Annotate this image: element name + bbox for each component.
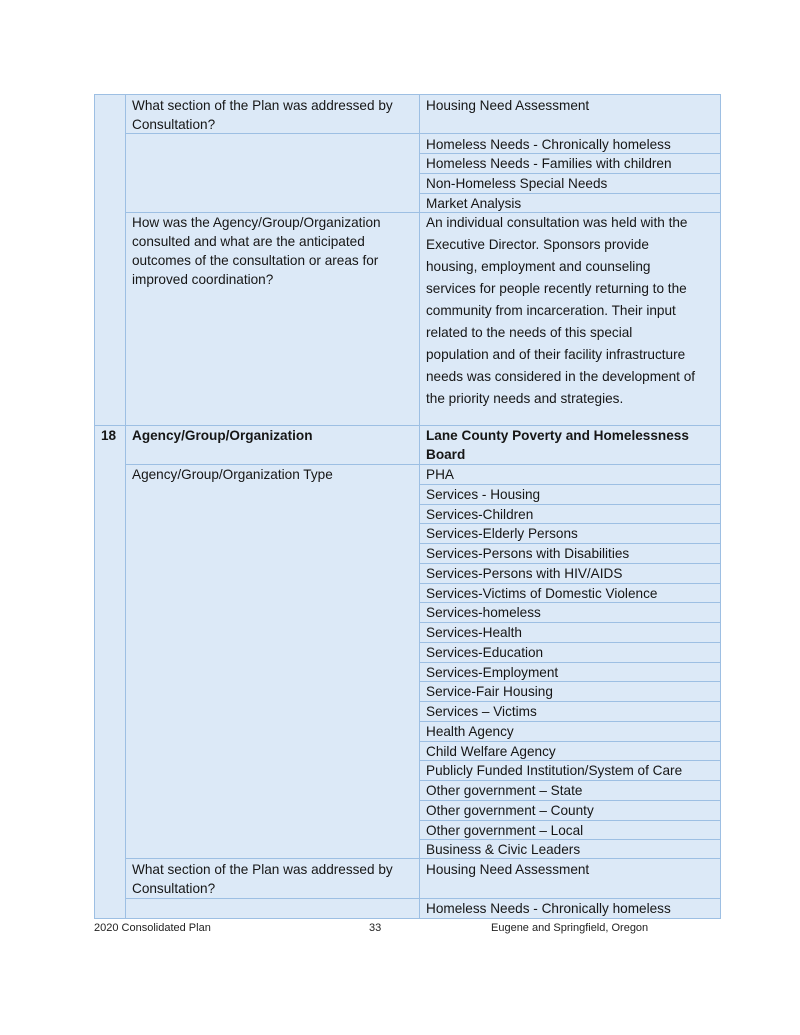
consultation-line: the priority needs and strategies. <box>426 391 624 406</box>
section-value: Homeless Needs - Families with children <box>426 156 672 171</box>
section-value: Homeless Needs - Chronically homeless <box>426 137 671 152</box>
type-value: Publicly Funded Institution/System of Care <box>426 763 683 778</box>
footer-page-number: 33 <box>369 922 382 934</box>
type-value: Services-Health <box>426 625 522 640</box>
number-cell <box>94 94 126 426</box>
consultation-line: related to the needs of this special <box>426 325 633 340</box>
consultation-line: services for people recently returning to the <box>426 281 687 296</box>
agency-label: Agency/Group/Organization <box>132 428 313 443</box>
type-value: Services-Persons with HIV/AIDS <box>426 566 623 581</box>
section-value: Market Analysis <box>426 196 522 211</box>
footer-document-title: 2020 Consolidated Plan <box>94 922 211 934</box>
type-value: Business & Civic Leaders <box>426 842 581 857</box>
type-value: Services-Elderly Persons <box>426 526 578 541</box>
type-value: Services – Victims <box>426 704 537 719</box>
footer-jurisdiction: Eugene and Springfield, Oregon <box>491 922 649 934</box>
type-value-cell <box>419 464 721 485</box>
type-label-cell <box>125 464 420 859</box>
empty-label-cell <box>125 898 420 919</box>
type-value: Services - Housing <box>426 487 541 502</box>
type-value: Services-homeless <box>426 605 541 620</box>
type-value: Service-Fair Housing <box>426 684 553 699</box>
consultation-line: community from incarceration. Their input <box>426 303 676 318</box>
section-value: Housing Need Assessment <box>426 862 590 877</box>
number-cell <box>94 425 126 919</box>
consultation-line: An individual consultation was held with the <box>426 215 688 230</box>
section-question: What section of the Plan was addressed by Consultation? <box>132 862 393 896</box>
type-value: Services-Children <box>426 507 534 522</box>
section-question: What section of the Plan was addressed by Consultation? <box>132 98 393 132</box>
type-value: Services-Victims of Domestic Violence <box>426 586 658 601</box>
section-value: Non-Homeless Special Needs <box>426 176 608 191</box>
consultation-line: population and of their facility infrastructure <box>426 347 686 362</box>
type-value: Other government – Local <box>426 823 584 838</box>
row-number: 18 <box>101 428 117 443</box>
consultation-line: Executive Director. Sponsors provide <box>426 237 649 252</box>
type-value: Health Agency <box>426 724 514 739</box>
type-value: Services-Persons with Disabilities <box>426 546 630 561</box>
section-value: Housing Need Assessment <box>426 98 590 113</box>
agency-name: Lane County Poverty and Homelessness Board <box>426 428 689 462</box>
consultation-line: housing, employment and counseling <box>426 259 651 274</box>
type-value: Services-Education <box>426 645 544 660</box>
empty-label-cell <box>125 133 420 213</box>
type-value: Services-Employment <box>426 665 559 680</box>
type-value: Child Welfare Agency <box>426 744 556 759</box>
consultation-question: How was the Agency/Group/Organization consulted and what are the anticipated outcomes of the consultation or areas for improved coordination? <box>132 215 381 287</box>
type-value: Other government – County <box>426 803 594 818</box>
consultation-line: needs was considered in the development of <box>426 369 696 384</box>
type-value: Other government – State <box>426 783 583 798</box>
section-value: Homeless Needs - Chronically homeless <box>426 901 671 916</box>
type-label: Agency/Group/Organization Type <box>132 467 333 482</box>
type-value: PHA <box>426 467 454 482</box>
